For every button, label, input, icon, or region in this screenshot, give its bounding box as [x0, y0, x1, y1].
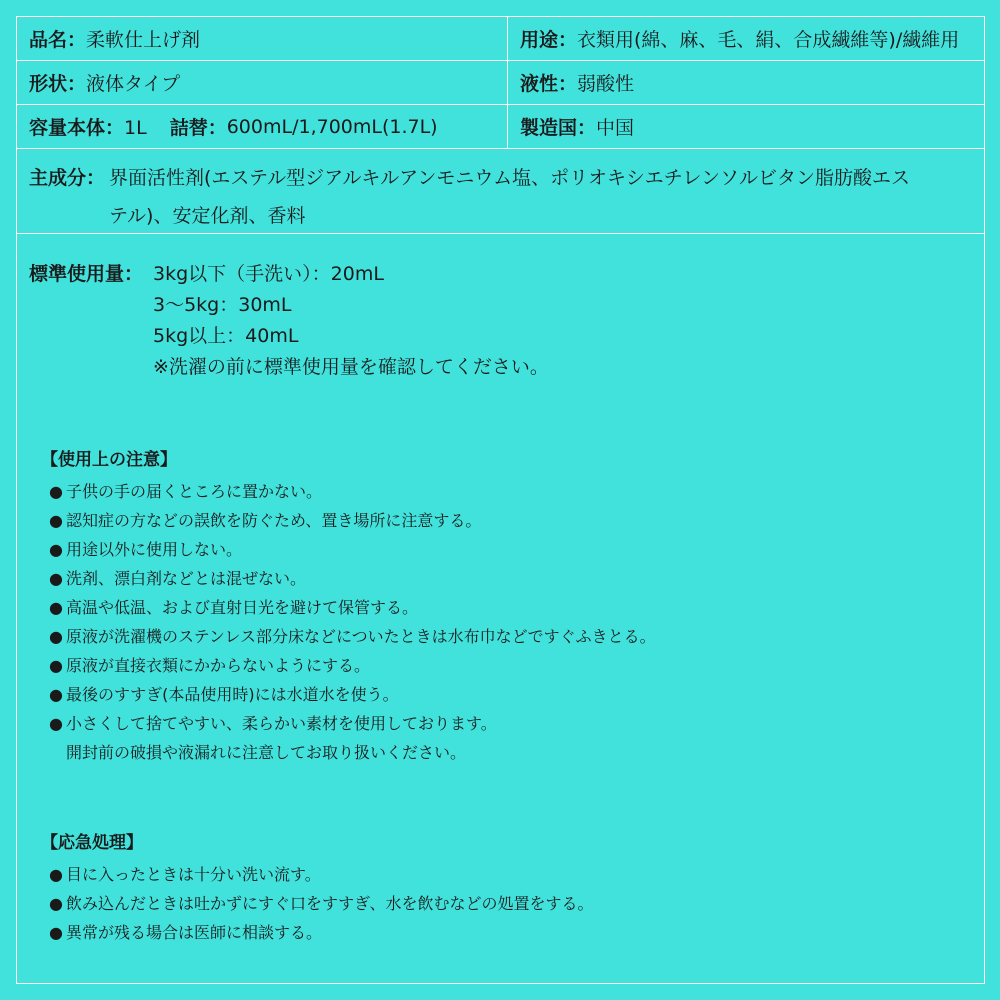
origin-cell: [520, 105, 976, 148]
bullet-icon: ●: [49, 685, 63, 704]
standard-usage-line: 5kg以上：40mL: [153, 325, 299, 347]
bullet-icon: ●: [49, 482, 63, 501]
capacity-cell: [29, 105, 507, 148]
list-item: ● 飲み込んだときは吐かずにすぐ口をすすぎ、水を飲むなどの処置をする。: [41, 889, 976, 918]
list-item: ● 原液が直接衣類にかからないようにする。: [41, 651, 976, 680]
emergency-section: [41, 830, 976, 947]
form-label: 形状：: [29, 73, 87, 95]
spec-row-3: [17, 105, 984, 149]
column-divider: [507, 17, 508, 60]
list-item: ● 認知症の方などの誤飲を防ぐため、置き場所に注意する。: [41, 506, 976, 535]
ph-cell: [520, 61, 976, 104]
product-name-label: 品名：: [29, 29, 87, 51]
origin-value: 中国: [596, 117, 635, 139]
origin-label: 製造国：: [520, 117, 597, 139]
bullet-icon: ●: [49, 894, 63, 913]
bullet-icon: ●: [49, 598, 63, 617]
usage-for-cell: [520, 17, 976, 60]
list-item: ● 用途以外に使用しない。: [41, 535, 976, 564]
product-info-panel: [16, 16, 985, 984]
bullet-icon: ●: [49, 511, 63, 530]
bullet-icon: ●: [49, 923, 63, 942]
spec-row-1: [17, 17, 984, 61]
standard-usage-block: [29, 259, 976, 383]
list-item: ● 最後のすすぎ(本品使用時)には水道水を使う。: [41, 680, 976, 709]
capacity-value: 1L: [124, 117, 166, 139]
ph-label: 液性：: [520, 73, 578, 95]
bullet-icon: ●: [49, 865, 63, 884]
standard-usage-label: 標準使用量：: [29, 263, 144, 285]
form-value: 液体タイプ: [86, 73, 181, 95]
list-item: ● 小さくして捨てやすい、柔らかい素材を使用しております。: [41, 709, 976, 738]
spec-row-ingredients: [17, 149, 984, 234]
ingredients-label: 主成分：: [29, 167, 106, 189]
usage-for-label: 用途：: [520, 29, 578, 51]
cautions-title: 【使用上の注意】: [41, 450, 177, 470]
list-item: ● 原液が洗濯機のステンレス部分床などについたときは水布巾などですぐふきとる。: [41, 622, 976, 651]
spec-row-2: [17, 61, 984, 105]
column-divider: [507, 61, 508, 104]
list-item: ● 洗剤、漂白剤などとは混ぜない。: [41, 564, 976, 593]
emergency-title: 【応急処理】: [41, 833, 143, 853]
form-cell: [29, 61, 507, 104]
ingredients-block: [29, 159, 976, 235]
list-item: ● 異常が残る場合は医師に相談する。: [41, 918, 976, 947]
product-name-value: 柔軟仕上げ剤: [86, 29, 201, 51]
standard-usage-line: 3kg以下（手洗い）：20mL: [153, 263, 384, 285]
bullet-icon: ●: [49, 540, 63, 559]
list-item-continuation: 開封前の破損や液漏れに注意してお取り扱いください。: [66, 743, 467, 762]
refill-value: 600mL/1,700mL(1.7L): [226, 115, 438, 138]
bullet-icon: ●: [49, 569, 63, 588]
list-item: ● 子供の手の届くところに置かない。: [41, 477, 976, 506]
cautions-section: [41, 447, 976, 767]
bullet-icon: ●: [49, 714, 63, 733]
refill-label: 詰替：: [169, 117, 227, 139]
standard-usage-note: ※洗濯の前に標準使用量を確認してください。: [153, 356, 549, 378]
capacity-label: 容量本体：: [29, 117, 125, 139]
bullet-icon: ●: [49, 627, 63, 646]
column-divider: [507, 105, 508, 148]
list-item: ● 目に入ったときは十分い洗い流す。: [41, 860, 976, 889]
product-name-cell: [29, 17, 507, 60]
standard-usage-line: 3～5kg：30mL: [153, 294, 292, 316]
ph-value: 弱酸性: [577, 73, 635, 95]
ingredients-line-2: テル)、安定化剤、香料: [109, 205, 306, 227]
usage-for-value: 衣類用(綿、麻、毛、絹、合成繊維等)/繊維用: [577, 29, 960, 51]
list-item: ● 高温や低温、および直射日光を避けて保管する。: [41, 593, 976, 622]
ingredients-line-1: 界面活性剤(エステル型ジアルキルアンモニウム塩、ポリオキシエチレンソルビタン脂肪酸エス: [109, 167, 910, 189]
bullet-icon: ●: [49, 656, 63, 675]
